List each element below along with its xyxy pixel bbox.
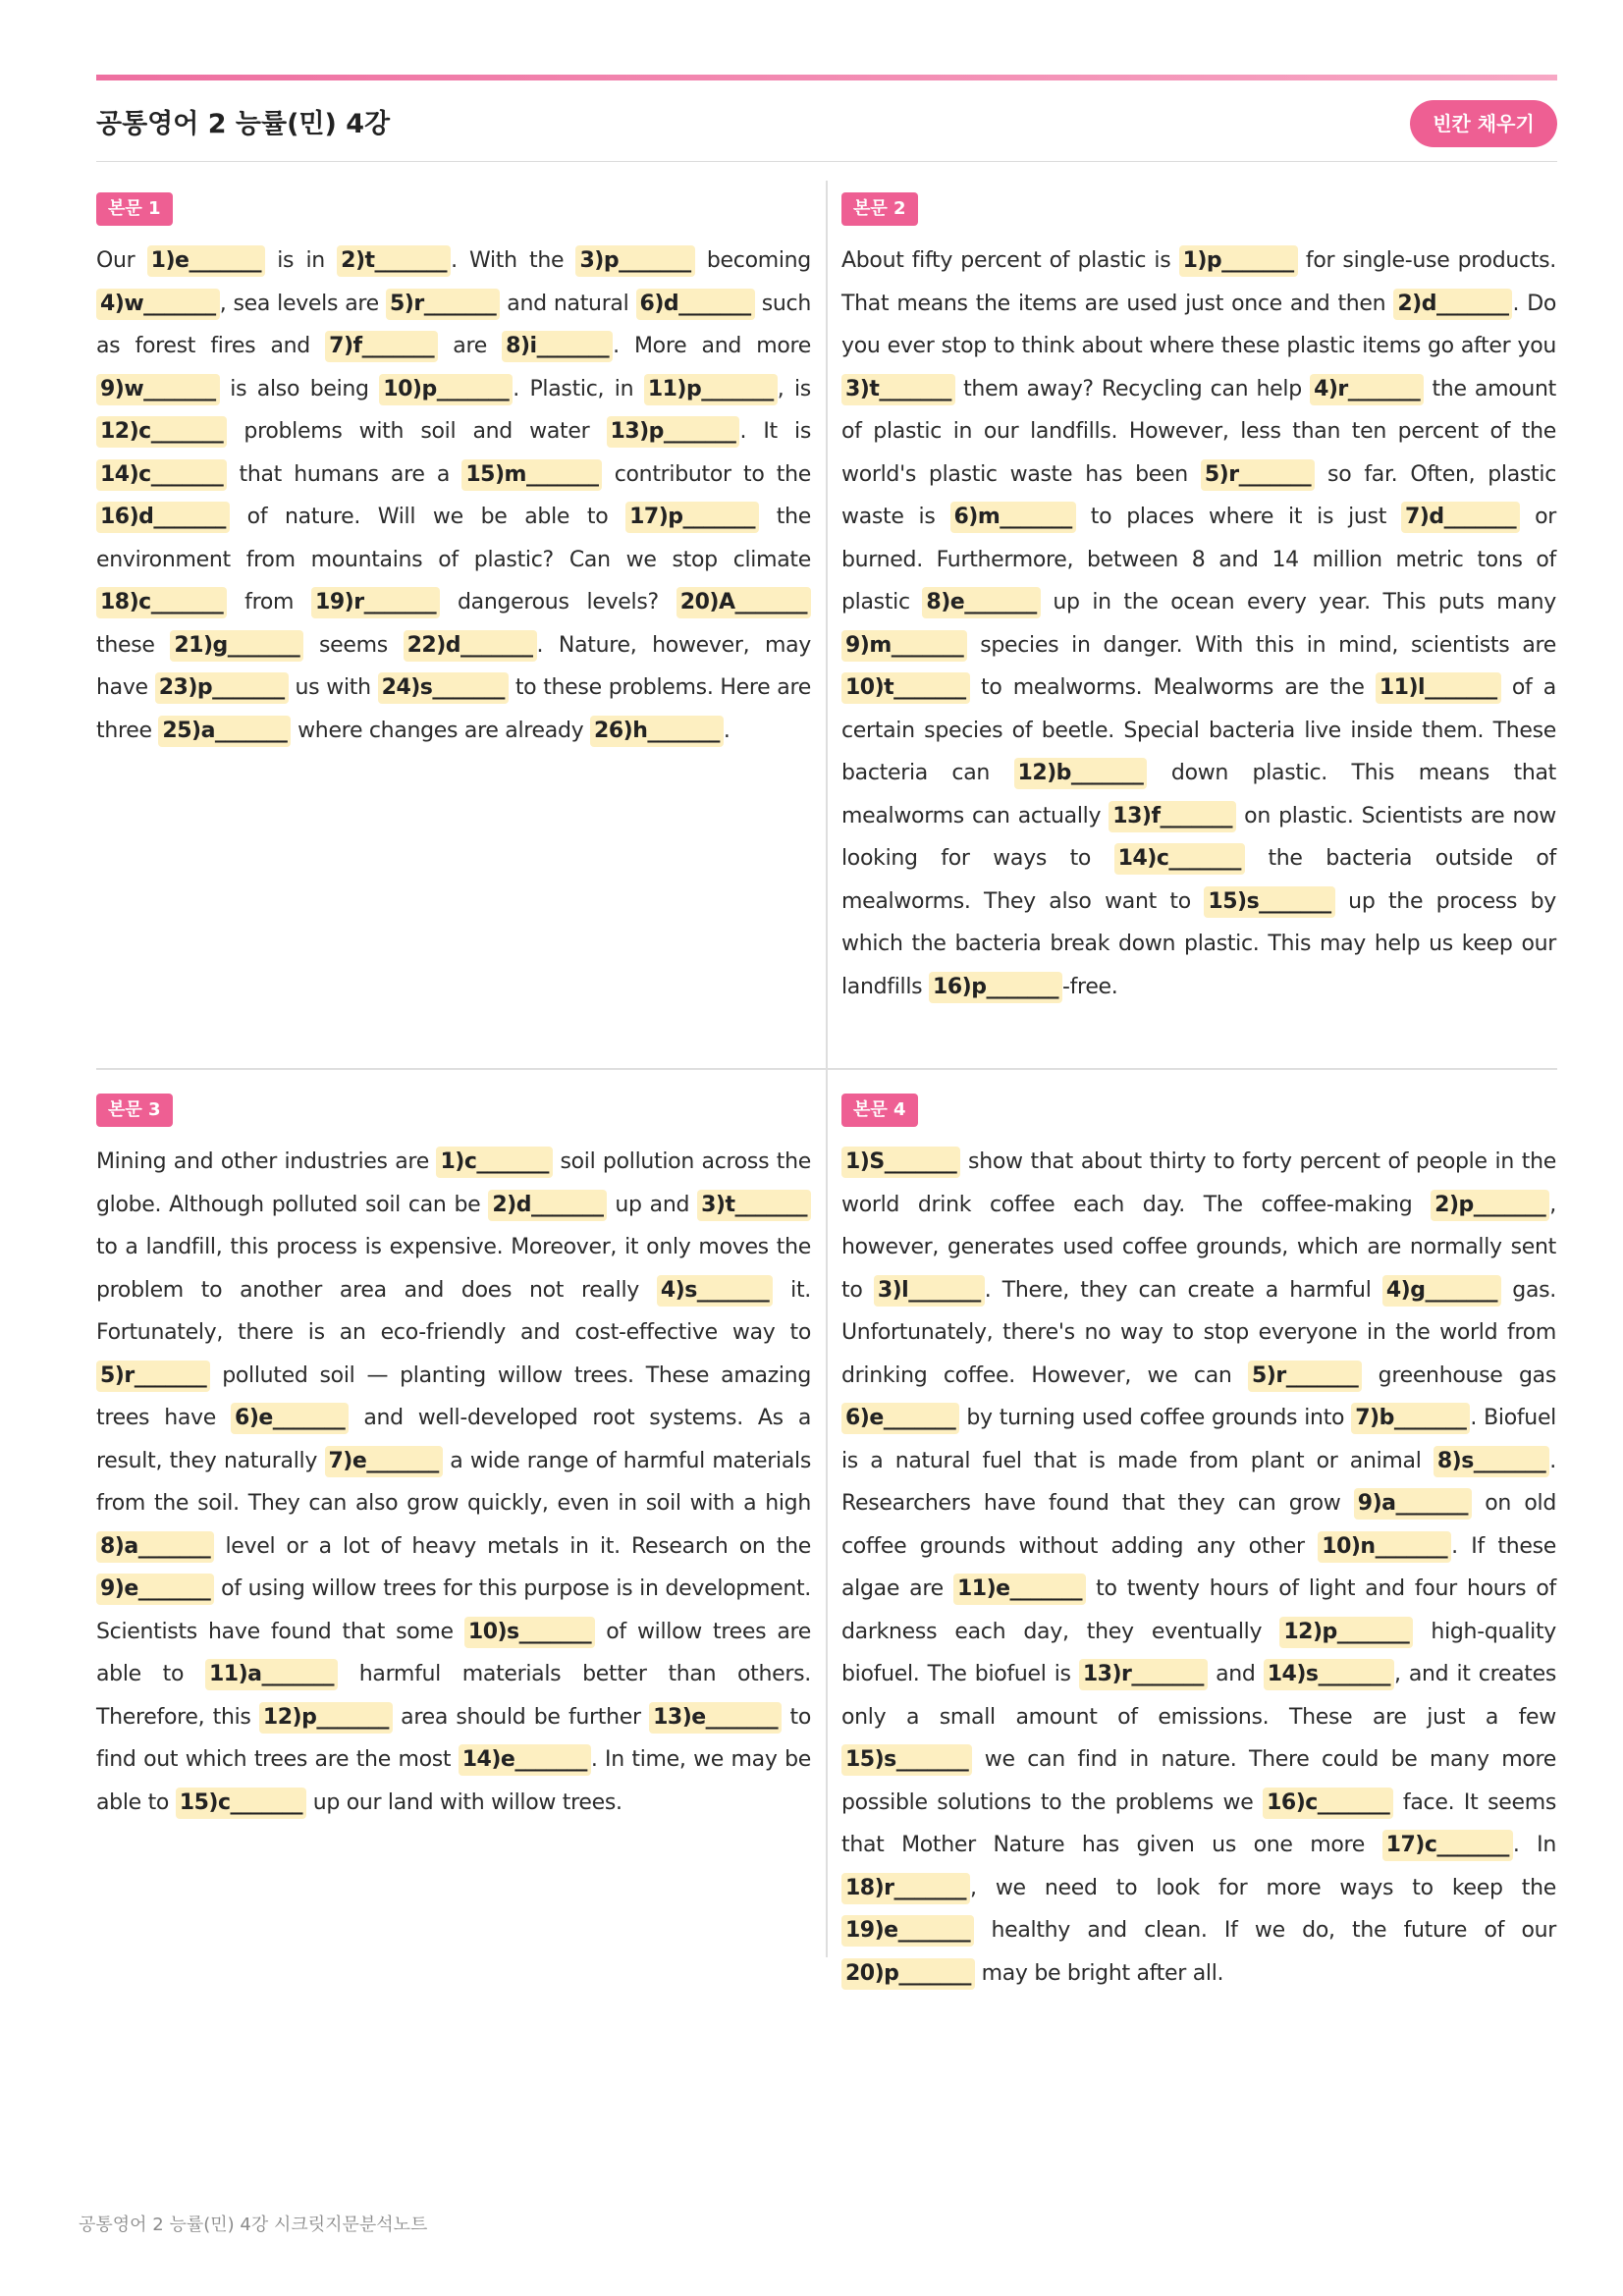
passage-1 <box>96 192 811 752</box>
blank-field[interactable]: 9)e_______ <box>96 1574 214 1605</box>
blank-field[interactable]: 1)p_______ <box>1179 245 1298 277</box>
blank-field[interactable]: 7)f_______ <box>325 331 438 362</box>
passage-text-run: are <box>438 334 503 358</box>
blank-field[interactable]: 2)d_______ <box>1393 289 1512 320</box>
blank-field[interactable]: 6)m_______ <box>950 502 1076 533</box>
passage-text-run: down plastic. This means that mealworms can actually <box>841 761 1556 828</box>
passage-text-run: where changes are already <box>291 718 591 743</box>
passage-text-run: . There, they can create a harmful <box>984 1277 1382 1303</box>
passage-text-run: polluted soil — planting willow trees. These amazing trees have <box>96 1362 811 1430</box>
passage-text-run: face. It seems that Mother Nature has given us one more <box>841 1789 1556 1857</box>
passage-text <box>841 240 1556 1008</box>
blank-field[interactable]: 8)e_______ <box>922 587 1040 618</box>
blank-field[interactable]: 4)r_______ <box>1310 374 1424 405</box>
blank-field[interactable]: 23)p_______ <box>155 672 289 704</box>
blank-field[interactable]: 12)p_______ <box>259 1702 393 1734</box>
passage-text-run: . With the <box>451 248 576 273</box>
passage-text-run: greenhouse gas <box>1362 1362 1556 1388</box>
passage-text-run: to find out which trees are the most <box>96 1704 811 1772</box>
blank-field[interactable]: 22)d_______ <box>404 630 537 662</box>
page-footer: 공통영어 2 능률(민) 4강 시크릿지문분석노트 <box>79 2215 428 2235</box>
blank-field[interactable]: 20)A_______ <box>676 587 811 618</box>
passage-text-run: the bacteria outside of mealworms. They also want to <box>841 846 1556 914</box>
passage-text-run: , and it creates only a small amount of emissions. These are just a few <box>841 1662 1556 1730</box>
blank-field[interactable]: 9)m_______ <box>841 630 967 662</box>
blank-field[interactable]: 5)r_______ <box>1201 459 1315 491</box>
blank-field[interactable]: 10)t_______ <box>841 672 970 704</box>
passage-text-run: Our <box>96 248 147 273</box>
passage-text-run: of using willow trees for this purpose is in development. Scientists have found that some <box>96 1576 811 1644</box>
blank-field[interactable]: 14)c_______ <box>96 459 227 491</box>
passage-text <box>96 1141 811 1824</box>
passage-text-run: so far. Often, plastic waste is <box>841 461 1556 529</box>
blank-field[interactable]: 15)m_______ <box>461 459 602 491</box>
blank-field[interactable]: 13)p_______ <box>607 416 740 448</box>
passage-text-run: soil pollution across the globe. Although polluted soil can be <box>96 1149 811 1217</box>
blank-field[interactable]: 14)c_______ <box>1114 843 1245 875</box>
blank-field[interactable]: 11)p_______ <box>644 374 778 405</box>
passage-text-run: on plastic. Scientists are now looking for ways to <box>841 803 1556 871</box>
blank-field[interactable]: 13)e_______ <box>649 1702 782 1734</box>
blank-field[interactable]: 3)t_______ <box>697 1190 811 1221</box>
blank-field[interactable]: 18)r_______ <box>841 1873 970 1904</box>
blank-field[interactable]: 12)p_______ <box>1279 1617 1413 1648</box>
blank-field[interactable]: 4)s_______ <box>657 1275 773 1307</box>
passage-text-run: species in danger. With this in mind, scientists are <box>967 632 1556 658</box>
passage-text-run: to places where it is just <box>1075 505 1401 529</box>
blank-field[interactable]: 13)f_______ <box>1109 801 1236 832</box>
blank-field[interactable]: 12)b_______ <box>1014 758 1148 789</box>
passage-text-run: that humans are a <box>227 461 462 487</box>
blank-field[interactable]: 8)a_______ <box>96 1531 214 1563</box>
blank-field[interactable]: 14)e_______ <box>459 1744 591 1776</box>
top-accent-bar <box>96 75 1557 80</box>
blank-field[interactable]: 3)t_______ <box>841 374 955 405</box>
blank-field[interactable]: 17)c_______ <box>1382 1830 1513 1861</box>
blank-field[interactable]: 4)w_______ <box>96 289 220 320</box>
passage-text-run: up in the ocean every year. This puts many <box>1040 590 1556 614</box>
passage-text-run: to twenty hours of light and four hours of darkness each day, they eventually <box>841 1576 1557 1644</box>
blank-field[interactable]: 11)e_______ <box>953 1574 1086 1605</box>
passage-text-run: . Nature, however, may have <box>96 632 812 700</box>
passage-text-run: and natural <box>500 291 636 316</box>
blank-field[interactable]: 11)a_______ <box>205 1659 338 1690</box>
passage-text-run: to these problems. Here are three <box>96 675 811 743</box>
passage-text-run: of nature. Will we be able to <box>229 505 626 529</box>
blank-field[interactable]: 10)n_______ <box>1318 1531 1451 1563</box>
passage-text-run: , sea levels are <box>219 291 386 316</box>
passage-text-run: About fifty percent of plastic is <box>841 248 1179 273</box>
blank-field[interactable]: 25)a_______ <box>158 716 291 747</box>
passage-text-run: and well-developed root systems. As a result, they naturally <box>96 1406 811 1473</box>
passage-text-run: , we need to look for more ways to keep the <box>970 1875 1556 1900</box>
blank-field[interactable]: 3)p_______ <box>575 245 694 277</box>
passage-text-run: contributor to the <box>602 461 811 487</box>
blank-field[interactable]: 2)t_______ <box>337 245 451 277</box>
blank-field[interactable]: 7)d_______ <box>1401 502 1520 533</box>
blank-field[interactable]: 5)r_______ <box>96 1361 210 1392</box>
passage-text-run: show that about thirty to forty percent of people in the world drink coffee each day. The coffee-making <box>841 1149 1556 1217</box>
passage-text-run: -free. <box>1061 974 1118 999</box>
passage-tag: 본문 2 <box>841 192 918 226</box>
blank-field[interactable]: 1)S_______ <box>841 1147 960 1178</box>
passage-text <box>96 240 811 752</box>
passage-text-run: on old coffee grounds without adding any other <box>841 1491 1556 1559</box>
blank-field[interactable]: 6)d_______ <box>636 289 755 320</box>
passage-text-run: us with <box>288 675 378 700</box>
blank-field[interactable]: 19)e_______ <box>841 1915 974 1947</box>
passage-text-run: or burned. Furthermore, between 8 and 14 million metric tons of plastic <box>841 505 1556 614</box>
blank-field[interactable]: 21)g_______ <box>170 630 303 662</box>
passage-text-run: for single-use products. That means the items are used just once and then <box>841 248 1556 316</box>
passage-text-run: up and <box>607 1192 698 1217</box>
passage-4 <box>841 1094 1556 1995</box>
passage-text-run: . More and more <box>613 334 811 358</box>
passage-text-run: gas. Unfortunately, there's no way to stop everyone in the world from drinking coffee. However, we can <box>841 1277 1556 1388</box>
passage-2 <box>841 192 1556 1008</box>
passage-text-run: we can find in nature. There could be many more possible solutions to the problems we <box>841 1747 1556 1815</box>
passage-3 <box>96 1094 811 1824</box>
blank-field[interactable]: 15)s_______ <box>841 1744 972 1776</box>
passage-text-run: of willow trees are able to <box>96 1619 811 1686</box>
row-divider <box>96 1068 1557 1070</box>
passage-text-run: up the process by which the bacteria break down plastic. This may help us keep our landfills <box>841 888 1556 999</box>
blank-field[interactable]: 8)s_______ <box>1434 1446 1549 1477</box>
blank-field[interactable]: 13)r_______ <box>1079 1659 1208 1690</box>
passage-text-run: . Do you ever stop to think about where these plastic items go after you <box>841 291 1556 358</box>
blank-field[interactable]: 17)p_______ <box>625 502 759 533</box>
blank-field[interactable]: 3)l_______ <box>874 1275 985 1307</box>
passage-text-run: and <box>1207 1662 1264 1686</box>
blank-field[interactable]: 14)s_______ <box>1264 1659 1394 1690</box>
blank-field[interactable]: 26)h_______ <box>590 716 724 747</box>
blank-field[interactable]: 6)e_______ <box>841 1403 959 1434</box>
passage-text-run: to a landfill, this process is expensive. Moreover, it only moves the problem to another area and does not really <box>96 1235 811 1303</box>
passage-text-run: area should be further <box>392 1704 650 1730</box>
passage-text-run: . It is <box>739 419 811 444</box>
page-title: 공통영어 2 능률(민) 4강 <box>96 109 391 139</box>
passage-text-run: problems with soil and water <box>227 419 607 444</box>
passage-tag: 본문 4 <box>841 1094 918 1127</box>
passage-text-run: by turning used coffee grounds into <box>959 1406 1352 1430</box>
blank-field[interactable]: 9)w_______ <box>96 374 220 405</box>
blank-field[interactable]: 6)e_______ <box>231 1403 349 1434</box>
blank-field[interactable]: 12)c_______ <box>96 416 227 448</box>
passage-text-run: . <box>723 718 730 743</box>
passage-text-run: these <box>96 632 171 658</box>
blank-field[interactable]: 16)p_______ <box>929 972 1062 1003</box>
passage-text-run: such as forest fires and <box>96 291 811 358</box>
passage-text-run: up our land with willow trees. <box>306 1789 622 1815</box>
passage-tag: 본문 1 <box>96 192 173 226</box>
passage-text-run: . Plastic, in <box>513 376 644 401</box>
passage-text-run: level or a lot of heavy metals in it. Research on the <box>214 1533 811 1559</box>
passage-text-run: becoming <box>694 248 811 273</box>
passage-text-run: to mealworms. Mealworms are the <box>969 675 1376 700</box>
blank-field[interactable]: 2)d_______ <box>488 1190 607 1221</box>
passage-text-run: . Biofuel is a natural fuel that is made from plant or animal <box>841 1406 1556 1473</box>
blank-field[interactable]: 8)i_______ <box>502 331 613 362</box>
passage-text-run: the amount of plastic in our landfills. However, less than ten percent of the world's plastic waste has been <box>841 376 1556 487</box>
passage-text-run: a wide range of harmful materials from the soil. They can also grow quickly, even in soil with a high <box>96 1448 812 1516</box>
blank-field[interactable]: 15)c_______ <box>176 1788 306 1819</box>
blank-field[interactable]: 10)s_______ <box>464 1617 595 1648</box>
passage-text-run: is in <box>264 248 338 273</box>
blank-field[interactable]: 1)c_______ <box>436 1147 552 1178</box>
passage-text-run: may be bright after all. <box>974 1960 1224 1986</box>
passage-text-run: Mining and other industries are <box>96 1149 437 1174</box>
blank-field[interactable]: 15)s_______ <box>1204 886 1334 918</box>
passage-text-run: harmful materials better than others. Therefore, this <box>96 1662 811 1730</box>
blank-field[interactable]: 20)p_______ <box>841 1958 975 1990</box>
fill-in-blank-mode-button[interactable]: 빈칸 채우기 <box>1410 100 1557 147</box>
passage-text-run: dangerous levels? <box>440 590 676 614</box>
passage-text-run: of a certain species of beetle. Special bacteria live inside them. These bacteria can <box>841 675 1556 785</box>
blank-field[interactable]: 2)p_______ <box>1431 1190 1549 1221</box>
passage-text-run: healthy and clean. If we do, the future of our <box>974 1918 1556 1943</box>
blank-field[interactable]: 10)p_______ <box>379 374 513 405</box>
title-divider <box>96 161 1557 162</box>
passage-text-run: is also being <box>219 376 380 401</box>
blank-field[interactable]: 24)s_______ <box>378 672 509 704</box>
blank-field[interactable]: 18)c_______ <box>96 587 227 618</box>
passage-tag: 본문 3 <box>96 1094 173 1127</box>
passage-text-run: them away? Recycling can help <box>954 376 1311 401</box>
blank-field[interactable]: 9)a_______ <box>1354 1488 1472 1520</box>
passage-text-run: from <box>227 590 312 614</box>
blank-field[interactable]: 4)g_______ <box>1382 1275 1501 1307</box>
passage-text-run: . In <box>1512 1833 1557 1857</box>
passage-text-run: high-quality biofuel. The biofuel is <box>841 1619 1556 1686</box>
blank-field[interactable]: 19)r_______ <box>311 587 440 618</box>
passage-text-run: . In time, we may be able to <box>96 1747 811 1815</box>
passage-text <box>841 1141 1556 1995</box>
blank-field[interactable]: 7)b_______ <box>1351 1403 1470 1434</box>
passage-text-run: the environment from mountains of plastic? Can we stop climate <box>96 505 812 572</box>
blank-field[interactable]: 16)d_______ <box>96 502 230 533</box>
blank-field[interactable]: 1)e_______ <box>147 245 265 277</box>
passage-text-run: . Researchers have found that they can grow <box>841 1448 1556 1516</box>
blank-field[interactable]: 16)c_______ <box>1263 1788 1393 1819</box>
passage-text-run: , however, generates used coffee grounds, which are normally sent to <box>841 1192 1556 1303</box>
passage-text-run: seems <box>303 632 404 658</box>
blank-field[interactable]: 5)r_______ <box>386 289 500 320</box>
blank-field[interactable]: 7)e_______ <box>325 1446 443 1477</box>
blank-field[interactable]: 11)l_______ <box>1376 672 1501 704</box>
blank-field[interactable]: 5)r_______ <box>1248 1361 1362 1392</box>
passage-text-run: . If these algae are <box>841 1533 1556 1601</box>
passage-text-run: it. Fortunately, there is an eco-friendly and cost-effective way to <box>96 1277 811 1345</box>
passage-text-run: , is <box>777 376 811 401</box>
